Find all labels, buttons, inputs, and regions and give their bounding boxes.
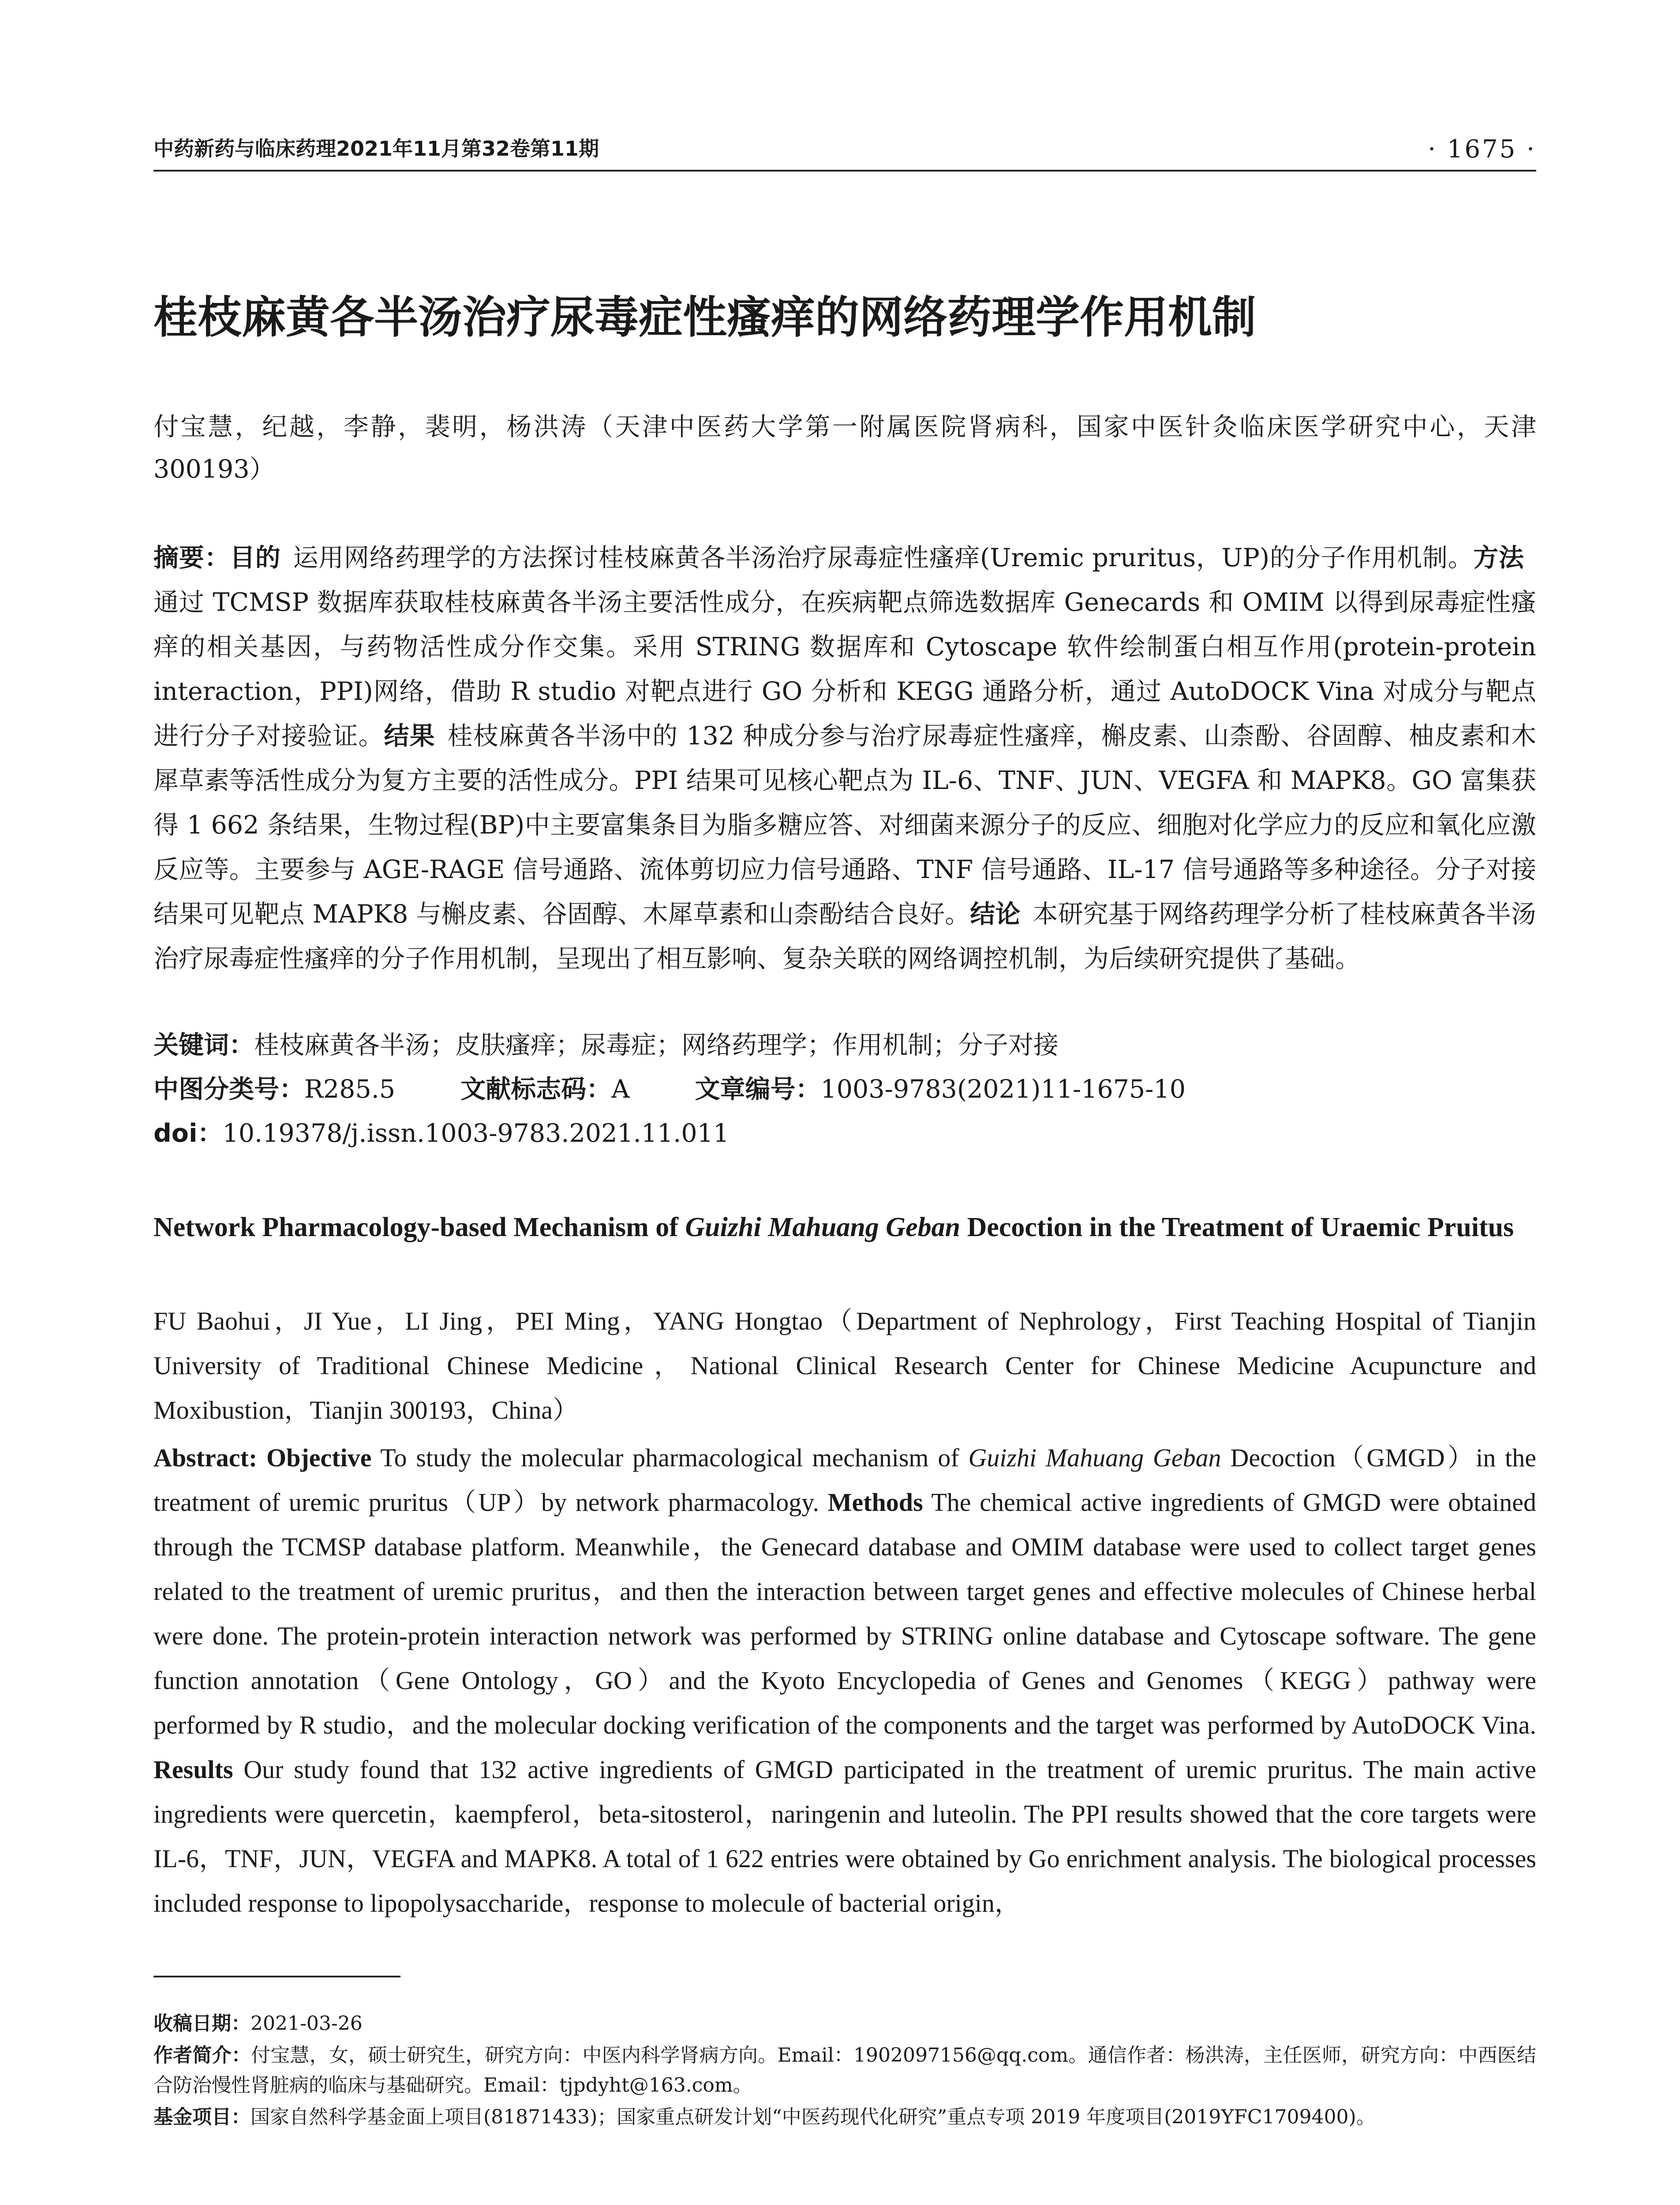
running-header [153, 135, 1536, 172]
keywords-cn [153, 1023, 1536, 1067]
clc-code: 中图分类号：R285.5 [153, 1075, 396, 1104]
classification-row [153, 1067, 1536, 1111]
abstract-cn-results-label: 结果 [384, 721, 435, 751]
footnotes [153, 2009, 1536, 2134]
abstract-cn [153, 536, 1536, 981]
abstract-en-objective-label: Objective [266, 1443, 372, 1472]
doi-label: doi： [153, 1119, 223, 1148]
keywords-label: 关键词： [153, 1031, 254, 1060]
abstract-cn-label: 摘要：目的 [153, 543, 281, 572]
abstract-cn-conclusion-label: 结论 [970, 900, 1021, 929]
article-title-cn: 桂枝麻黄各半汤治疗尿毒症性瘙痒的网络药理学作用机制 [153, 292, 1256, 343]
author-info: 作者简介：付宝慧，女，硕士研究生，研究方向：中医内科学肾病方向。Email：1902097156@qq.com。通信作者：杨洪涛，主任医师，研究方向：中西医结合防治慢性肾脏病的临床与基础研究。Email：tjpdyht@163.com。 [153, 2044, 1536, 2097]
article-title-en: Network Pharmacology-based Mechanism of Guizhi Mahuang Geban Decoction in the Treatment of Uraemic Pruitus [153, 1212, 1514, 1242]
funding-info: 基金项目：国家自然科学基金面上项目(81871433)；国家重点研发计划“中医药现代化研究”重点专项 2019 年度项目(2019YFC1709400)。 [153, 2106, 1376, 2128]
abstract-cn-objective: 运用网络药理学的方法探讨桂枝麻黄各半汤治疗尿毒症性瘙痒(Uremic pruritus，UP)的分子作用机制。 [293, 543, 1474, 572]
abstract-en-results-label: Results [153, 1755, 233, 1784]
doi-row [153, 1111, 1536, 1155]
abstract-en-results: Our study found that 132 active ingredients of GMGD participated in the treatment of uremic pruritus. The main active ingredients were quercetin，kaempferol，beta-sitosterol，naringenin and luteolin. The PPI results showed that the core targets were IL-6，TNF，JUN，VEGFA and MAPK8. A total of 1 622 entries were obtained by Go enrichment analysis. The biological processes included response to lipopolysaccharide，response to molecule of bacterial origin， [153, 1755, 1537, 1917]
footnote-divider [153, 1976, 400, 1977]
doi-link[interactable]: 10.19378/j.issn.1003-9783.2021.11.011 [222, 1119, 730, 1148]
journal-name: 中药新药与临床药理2021年11月第32卷第11期 [153, 137, 599, 161]
abstract-en-methods: The chemical active ingredients of GMGD were obtained through the TCMSP database platform. Meanwhile，the Genecard database and OMIM database were used to collect target genes related to the treatment of uremic pruritus，and then the interaction between target genes and effective molecules of Chinese herbal were done. The protein-protein interaction network was performed by STRING online database and Cytoscape software. The gene function annotation（Gene Ontology，GO）and the Kyoto Encyclopedia of Genes and Genomes（KEGG）pathway were performed by R studio，and the molecular docking verification of the components and the target was performed by AutoDOCK Vina. [153, 1488, 1537, 1739]
received-date: 收稿日期：2021-03-26 [153, 2012, 363, 2035]
article-number: 文章编号：1003-9783(2021)11-1675-10 [695, 1075, 1186, 1104]
authors-affiliation-cn: 付宝慧，纪越，李静，裴明，杨洪涛（天津中医药大学第一附属医院肾病科，国家中医针灸临床医学研究中心，天津 300193） [153, 412, 1536, 484]
authors-affiliation-en: FU Baohui，JI Yue，LI Jing，PEI Ming，YANG Hongtao（Department of Nephrology，First Teaching Hospital of Tianjin University of Traditional Chinese Medicine，National Clinical Research Center for Chinese Medicine Acupuncture and Moxibustion，Tianjin 300193，China） [153, 1307, 1536, 1424]
abstract-cn-methods: 通过 TCMSP 数据库获取桂枝麻黄各半汤主要活性成分，在疾病靶点筛选数据库 Genecards 和 OMIM 以得到尿毒症性瘙痒的相关基因，与药物活性成分作交集。采用 STRING 数据库和 Cytoscape 软件绘制蛋白相互作用(protein-protein interaction，PPI)网络，借助 R studio 对靶点进行 GO 分析和 KEGG 通路分析，通过 AutoDOCK Vina 对成分与靶点进行分子对接验证。 [153, 588, 1536, 751]
page-number: · 1675 · [1428, 135, 1536, 164]
abstract-en-methods-label: Methods [827, 1488, 923, 1517]
document-code: 文献标志码：A [460, 1075, 630, 1104]
abstract-cn-results: 桂枝麻黄各半汤中的 132 种成分参与治疗尿毒症性瘙痒，槲皮素、山柰酚、谷固醇、柚皮素和木犀草素等活性成分为复方主要的活性成分。PPI 结果可见核心靶点为 IL-6、TNF、JUN、VEGFA 和 MAPK8。GO 富集获得 1 662 条结果，生物过程(BP)中主要富集条目为脂多糖应答、对细菌来源分子的反应、细胞对化学应力的反应和氧化应激反应等。主要参与 AGE-RAGE 信号通路、流体剪切应力信号通路、TNF 信号通路、IL-17 信号通路等多种途径。分子对接结果可见靶点 MAPK8 与槲皮素、谷固醇、木犀草素和山柰酚结合良好。 [153, 721, 1537, 929]
abstract-cn-methods-label: 方法 [1473, 543, 1524, 572]
keywords-value: 桂枝麻黄各半汤；皮肤瘙痒；尿毒症；网络药理学；作用机制；分子对接 [254, 1031, 1059, 1060]
abstract-cn-conclusion: 本研究基于网络药理学分析了桂枝麻黄各半汤治疗尿毒症性瘙痒的分子作用机制，呈现出了相互影响、复杂关联的网络调控机制，为后续研究提供了基础。 [153, 900, 1537, 973]
abstract-en-label: Abstract: [153, 1443, 258, 1472]
abstract-en: Abstract: Objective To study the molecular pharmacological mechanism of Guizhi Mahuang Geban Decoction（GMGD）in the treatment of uremic pruritus（UP）by network pharmacology. Methods The chemical active ingredients of GMGD were obtained through the TCMSP database platform. Meanwhile，the Genecard database and OMIM database were used to collect target genes related to the treatment of uremic pruritus，and then the interaction between target genes and effective molecules of Chinese herbal were done. The protein-protein interaction network was performed by STRING online database and Cytoscape software. The gene function annotation（Gene Ontology，GO）and the Kyoto Encyclopedia of Genes and Genomes（KEGG）pathway were performed by R studio，and the molecular docking verification of the components and the target was performed by AutoDOCK Vina. Results Our study found that 132 active ingredients of GMGD participated in the treatment of uremic pruritus. The main active ingredients were quercetin，kaempferol，beta-sitosterol，naringenin and luteolin. The PPI results showed that the core targets were IL-6，TNF，JUN，VEGFA and MAPK8. A total of 1 622 entries were obtained by Go enrichment analysis. The biological processes included response to lipopolysaccharide，response to molecule of bacterial origin， [153, 1443, 1537, 1917]
